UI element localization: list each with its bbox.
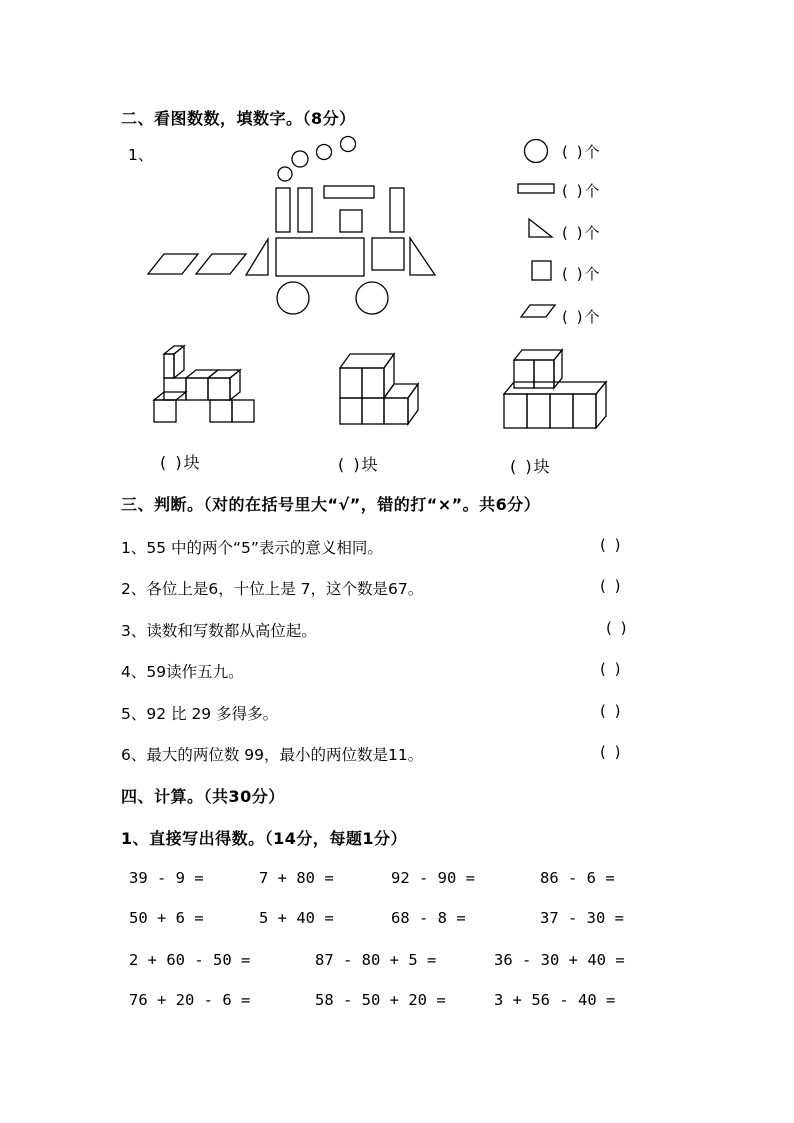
- count-blank-parallelogram: ( )个: [562, 308, 602, 326]
- wheel-circle: [277, 282, 309, 314]
- wheel-circle: [356, 282, 388, 314]
- calc-problem: 92 - 90 =: [391, 869, 475, 887]
- smoke-circle: [317, 145, 332, 160]
- square: [340, 210, 362, 232]
- calc-problem: 86 - 6 =: [540, 869, 615, 887]
- section2-title: 二、看图数数，填数字。（8分）: [121, 109, 356, 128]
- judge-blank-4: ( ): [600, 660, 623, 678]
- rect-wide: [324, 186, 374, 198]
- rect-tall: [390, 188, 404, 232]
- cube-answer-3: ( )块: [510, 457, 552, 476]
- rect-tall: [298, 188, 312, 232]
- calc-problem: 7 + 80 =: [259, 869, 334, 887]
- smoke-circle: [341, 137, 356, 152]
- cube-answer-2: ( )块: [338, 455, 380, 474]
- calc-problem: 5 + 40 =: [259, 909, 334, 927]
- rect-tall: [276, 188, 290, 232]
- calc-problem: 68 - 8 =: [391, 909, 466, 927]
- judge-blank-1: ( ): [600, 536, 623, 554]
- cube-figure-3: [500, 346, 610, 432]
- rectangle-icon: [516, 182, 558, 196]
- triangle: [410, 238, 435, 275]
- judge-blank-3: ( ): [606, 619, 629, 637]
- cube-figure-2: [336, 344, 426, 432]
- triangle: [246, 239, 268, 275]
- parallelogram: [196, 254, 246, 274]
- count-blank-square: ( )个: [562, 265, 602, 283]
- calc-problem: 3 + 56 - 40 =: [494, 991, 616, 1009]
- judge-blank-6: ( ): [600, 743, 623, 761]
- section3-title: 三、判断。（对的在括号里大“√”，错的打“×”。共6分）: [121, 495, 541, 514]
- judge-item-1: 1、55 中的两个“5”表示的意义相同。: [121, 539, 383, 557]
- judge-item-5: 5、92 比 29 多得多。: [121, 705, 279, 723]
- square: [372, 238, 404, 270]
- calc-problem: 36 - 30 + 40 =: [494, 951, 625, 969]
- train-figure: [140, 130, 450, 320]
- circle-icon: [522, 138, 550, 166]
- cube-answer-1: ( )块: [160, 453, 202, 472]
- square-icon: [530, 259, 554, 283]
- cube-figure-1: [150, 340, 260, 430]
- calc-problem: 76 + 20 - 6 =: [129, 991, 251, 1009]
- parallelogram: [148, 254, 198, 274]
- judge-blank-5: ( ): [600, 702, 623, 720]
- count-blank-circle: ( )个: [562, 143, 602, 161]
- calc-problem: 2 + 60 - 50 =: [129, 951, 251, 969]
- section4-title: 四、计算。（共30分）: [121, 787, 285, 806]
- item-label: 1、: [128, 146, 154, 164]
- judge-item-2: 2、各位上是6，十位上是 7，这个数是67。: [121, 580, 424, 598]
- calc-problem: 87 - 80 + 5 =: [315, 951, 437, 969]
- judge-item-6: 6、最大的两位数 99，最小的两位数是11。: [121, 746, 424, 764]
- judge-item-4: 4、59读作五九。: [121, 663, 244, 681]
- calc-problem: 39 - 9 =: [129, 869, 204, 887]
- count-blank-rectangle: ( )个: [562, 182, 602, 200]
- smoke-circle: [292, 151, 308, 167]
- calc-problem: 50 + 6 =: [129, 909, 204, 927]
- judge-item-3: 3、读数和写数都从高位起。: [121, 622, 317, 640]
- calc-problem: 37 - 30 =: [540, 909, 624, 927]
- smoke-circle: [278, 167, 292, 181]
- triangle-icon: [526, 216, 556, 240]
- calc-problem: 58 - 50 + 20 =: [315, 991, 446, 1009]
- parallelogram-icon: [518, 302, 558, 320]
- judge-blank-2: ( ): [600, 577, 623, 595]
- count-blank-triangle: ( )个: [562, 224, 602, 242]
- section4-subtitle: 1、直接写出得数。（14分，每题1分）: [121, 829, 408, 848]
- rect-body: [276, 238, 364, 276]
